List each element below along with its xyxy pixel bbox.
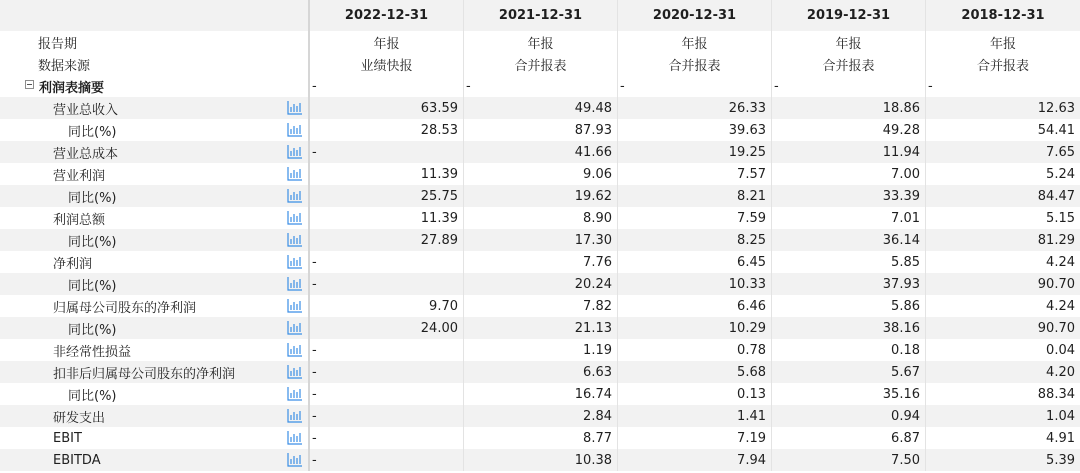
value-cell: 年报 [618,31,772,53]
value-cell: 5.67 [772,361,926,383]
value-cell: 5.68 [618,361,772,383]
value-cell: 年报 [772,31,926,53]
value-cell: 合并报表 [772,53,926,75]
table-row [0,383,1080,405]
bar-chart-icon[interactable] [287,408,303,423]
value-cell: 16.74 [464,383,618,405]
bar-chart-icon[interactable] [287,144,303,159]
bar-chart-icon[interactable] [287,210,303,225]
row-label: 同比(%) [68,278,117,294]
value-cell: 26.33 [618,97,772,119]
value-cell [310,339,464,361]
table-row [0,273,1080,295]
value-cell [310,361,464,383]
value-cell: 49.28 [772,119,926,141]
value-cell [464,75,618,97]
table-row [0,427,1080,449]
dash-mark: - [928,78,933,94]
header-label-cell [0,0,310,31]
table-row [0,361,1080,383]
bar-chart-icon[interactable] [287,298,303,313]
row-label: 净利润 [53,256,93,272]
value-cell: 35.16 [772,383,926,405]
table-row [0,251,1080,273]
dash-mark: - [312,342,317,358]
bar-chart-icon[interactable] [287,342,303,357]
bar-chart-icon[interactable] [287,122,303,137]
value-cell: 33.39 [772,185,926,207]
section-row [0,75,1080,97]
value-cell: 7.76 [464,251,618,273]
bar-chart-icon[interactable] [287,452,303,467]
value-cell [310,405,464,427]
row-label: 数据来源 [38,58,91,74]
row-label-cell [0,229,310,251]
row-label-cell [0,405,310,427]
value-cell: 8.25 [618,229,772,251]
value-cell: 9.06 [464,163,618,185]
value-cell: 10.29 [618,317,772,339]
value-cell: 21.13 [464,317,618,339]
row-label-cell [0,185,310,207]
value-cell: 1.19 [464,339,618,361]
table-row [0,405,1080,427]
value-cell: 4.24 [926,295,1080,317]
dash-mark: - [312,452,317,468]
bar-chart-icon[interactable] [287,100,303,115]
row-label: 营业利润 [53,168,106,184]
value-cell: 5.24 [926,163,1080,185]
table-row [0,53,1080,75]
value-cell: 5.85 [772,251,926,273]
table-row [0,207,1080,229]
value-cell: 7.19 [618,427,772,449]
value-cell: 合并报表 [926,53,1080,75]
dash-mark: - [312,144,317,160]
value-cell: 20.24 [464,273,618,295]
row-label: 归属母公司股东的净利润 [53,300,197,316]
value-cell: 81.29 [926,229,1080,251]
value-cell: 2.84 [464,405,618,427]
value-cell: 9.70 [310,295,464,317]
table-row [0,141,1080,163]
table-row [0,339,1080,361]
dash-mark: - [312,364,317,380]
value-cell: 4.20 [926,361,1080,383]
value-cell [310,427,464,449]
value-cell: 25.75 [310,185,464,207]
value-cell: 28.53 [310,119,464,141]
bar-chart-icon[interactable] [287,276,303,291]
dash-mark: - [620,78,625,94]
value-cell: 84.47 [926,185,1080,207]
value-cell: 63.59 [310,97,464,119]
bar-chart-icon[interactable] [287,254,303,269]
column-header[interactable]: 2018-12-31 [926,0,1080,31]
value-cell: 7.57 [618,163,772,185]
value-cell: 18.86 [772,97,926,119]
table-row [0,449,1080,471]
value-cell: 8.90 [464,207,618,229]
row-label-cell [0,141,310,163]
value-cell [772,75,926,97]
bar-chart-icon[interactable] [287,364,303,379]
value-cell: 0.04 [926,339,1080,361]
value-cell [310,383,464,405]
value-cell: 10.33 [618,273,772,295]
value-cell: 5.39 [926,449,1080,471]
row-label-cell [0,251,310,273]
value-cell: 17.30 [464,229,618,251]
value-cell: 7.00 [772,163,926,185]
row-label-cell [0,427,310,449]
row-label-cell [0,317,310,339]
value-cell: 0.94 [772,405,926,427]
value-cell: 7.01 [772,207,926,229]
row-label: 扣非后归属母公司股东的净利润 [53,366,236,382]
row-label-cell [0,163,310,185]
value-cell [618,75,772,97]
value-cell: 8.77 [464,427,618,449]
bar-chart-icon[interactable] [287,166,303,181]
value-cell: 24.00 [310,317,464,339]
value-cell: 1.41 [618,405,772,427]
value-cell: 6.45 [618,251,772,273]
value-cell: 0.18 [772,339,926,361]
row-label-cell [0,207,310,229]
dash-mark: - [312,276,317,292]
value-cell: 7.82 [464,295,618,317]
value-cell: 90.70 [926,317,1080,339]
row-label: 研发支出 [53,410,106,426]
value-cell [310,449,464,471]
value-cell [310,251,464,273]
value-cell: 合并报表 [618,53,772,75]
table-row [0,229,1080,251]
value-cell: 4.91 [926,427,1080,449]
bar-chart-icon[interactable] [287,320,303,335]
row-label: EBITDA [53,452,101,468]
dash-mark: - [466,78,471,94]
value-cell: 19.25 [618,141,772,163]
row-label-cell [0,53,310,75]
table-row [0,97,1080,119]
value-cell: 88.34 [926,383,1080,405]
row-label-cell [0,119,310,141]
value-cell: 49.48 [464,97,618,119]
value-cell: 37.93 [772,273,926,295]
value-cell: 7.94 [618,449,772,471]
value-cell [310,75,464,97]
row-label: 同比(%) [68,388,117,404]
row-label: 同比(%) [68,234,117,250]
dash-mark: - [312,254,317,270]
value-cell: 5.86 [772,295,926,317]
column-header[interactable]: 2022-12-31 [310,0,464,31]
section-label-cell[interactable] [0,75,310,97]
value-cell: 业绩快报 [310,53,464,75]
value-cell: 7.50 [772,449,926,471]
value-cell: 10.38 [464,449,618,471]
value-cell: 7.65 [926,141,1080,163]
row-label: 营业总成本 [53,146,119,162]
value-cell [310,273,464,295]
row-label: 利润总额 [53,212,106,228]
row-label-cell [0,449,310,471]
row-label: EBIT [53,430,82,446]
row-label-cell [0,339,310,361]
bar-chart-icon[interactable] [287,188,303,203]
dash-mark: - [312,386,317,402]
value-cell: 36.14 [772,229,926,251]
value-cell: 19.62 [464,185,618,207]
value-cell [310,141,464,163]
value-cell: 8.21 [618,185,772,207]
table-row [0,163,1080,185]
row-label-cell [0,273,310,295]
value-cell: 5.15 [926,207,1080,229]
table-row [0,119,1080,141]
row-label-cell [0,361,310,383]
collapse-toggle-icon[interactable] [25,80,34,89]
value-cell: 11.39 [310,163,464,185]
value-cell: 0.13 [618,383,772,405]
value-cell: 4.24 [926,251,1080,273]
column-header[interactable]: 2019-12-31 [772,0,926,31]
value-cell: 87.93 [464,119,618,141]
bar-chart-icon[interactable] [287,386,303,401]
dash-mark: - [312,430,317,446]
dash-mark: - [312,408,317,424]
row-label: 同比(%) [68,124,117,140]
value-cell: 6.46 [618,295,772,317]
section-title: 利润表摘要 [39,80,105,96]
table-row [0,185,1080,207]
table-row [0,31,1080,53]
header-row [0,0,1080,31]
value-cell: 38.16 [772,317,926,339]
value-cell: 11.94 [772,141,926,163]
table-row [0,317,1080,339]
column-header[interactable]: 2021-12-31 [464,0,618,31]
bar-chart-icon[interactable] [287,430,303,445]
row-label: 同比(%) [68,190,117,206]
value-cell: 90.70 [926,273,1080,295]
row-label-cell [0,295,310,317]
value-cell [926,75,1080,97]
value-cell: 6.87 [772,427,926,449]
value-cell: 39.63 [618,119,772,141]
row-label-cell [0,97,310,119]
row-label: 非经常性损益 [53,344,132,360]
row-label: 营业总收入 [53,102,119,118]
row-label: 报告期 [38,36,78,52]
bar-chart-icon[interactable] [287,232,303,247]
value-cell: 年报 [464,31,618,53]
value-cell: 27.89 [310,229,464,251]
row-label-cell [0,31,310,53]
dash-mark: - [312,78,317,94]
value-cell: 54.41 [926,119,1080,141]
row-label-cell [0,383,310,405]
value-cell: 年报 [926,31,1080,53]
value-cell: 41.66 [464,141,618,163]
value-cell: 1.04 [926,405,1080,427]
value-cell: 合并报表 [464,53,618,75]
row-label: 同比(%) [68,322,117,338]
value-cell: 12.63 [926,97,1080,119]
value-cell: 0.78 [618,339,772,361]
value-cell: 6.63 [464,361,618,383]
column-header[interactable]: 2020-12-31 [618,0,772,31]
value-cell: 年报 [310,31,464,53]
table-row [0,295,1080,317]
value-cell: 11.39 [310,207,464,229]
dash-mark: - [774,78,779,94]
value-cell: 7.59 [618,207,772,229]
